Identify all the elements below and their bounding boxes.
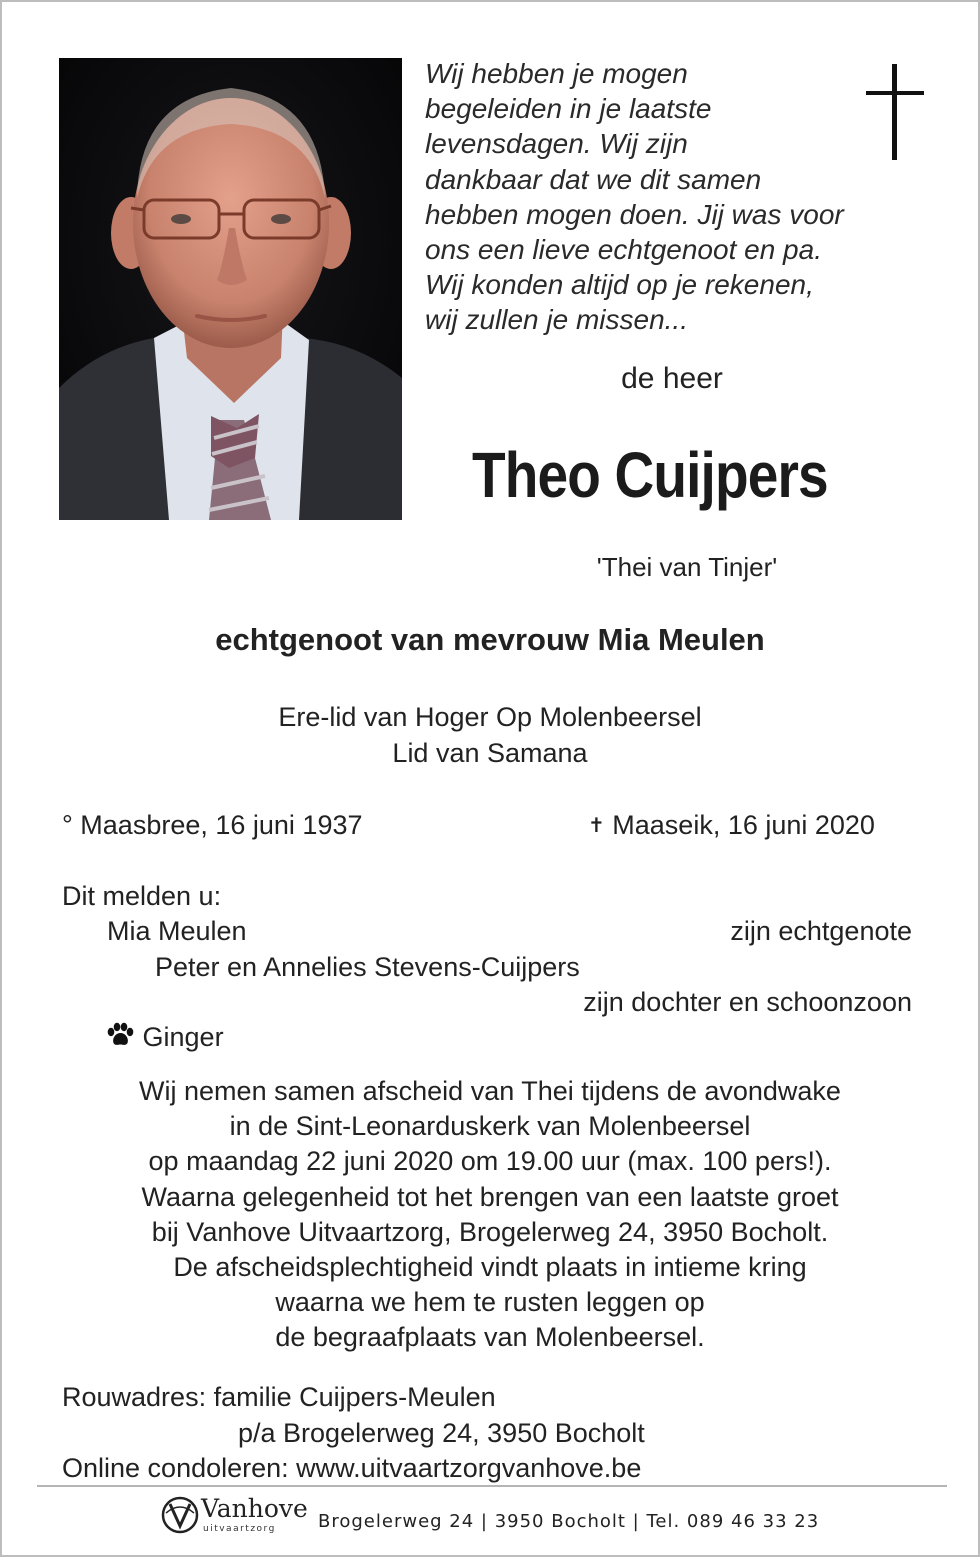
mourning-address-line2: p/a Brogelerweg 24, 3950 Bocholt [238, 1418, 645, 1448]
small-cross-icon: ✝ [588, 813, 605, 837]
portrait-illustration [59, 58, 402, 520]
poem-line: ons een lieve echtgenoot en pa. [425, 234, 822, 266]
poem-line: begeleiden in je laatste [425, 93, 712, 125]
family-intro: Dit melden u: [62, 881, 222, 911]
honorific: de heer [621, 362, 723, 395]
ceremony-line: op maandag 22 juni 2020 om 19.00 uur (max. 100 pers!). [148, 1146, 832, 1177]
family-pet [105, 1022, 224, 1053]
membership-line: Ere-lid van Hoger Op Molenbeersel [278, 702, 702, 732]
logo-subtitle: uitvaartzorg [203, 1524, 276, 1534]
logo-name: Vanhove [201, 1494, 308, 1523]
cross-icon [866, 64, 924, 160]
paw-icon [105, 1022, 135, 1048]
death-place-date: Maaseik, 16 juni 2020 [612, 810, 875, 840]
death-info [588, 810, 875, 841]
footer-contact-info: Brogelerweg 24 | 3950 Bocholt | Tel. 089 46 33 23 [318, 1511, 820, 1532]
ceremony-line: Waarna gelegenheid tot het brengen van een laatste groet [141, 1181, 839, 1212]
footer-divider [37, 1485, 947, 1487]
family-name-children: Peter en Annelies Stevens-Cuijpers [155, 952, 580, 982]
ceremony-line: bij Vanhove Uitvaartzorg, Brogelerweg 24, 3950 Bocholt. [151, 1216, 829, 1247]
ceremony-line: Wij nemen samen afscheid van Thei tijdens de avondwake [139, 1076, 841, 1106]
ceremony-line: in de Sint-Leonarduskerk van Molenbeersel [229, 1111, 751, 1142]
intro-poem [425, 56, 905, 338]
birth-info: ° Maasbree, 16 juni 1937 [62, 810, 363, 840]
poem-line: wij zullen je missen... [425, 304, 688, 336]
family-role-children: zijn dochter en schoonzoon [583, 987, 912, 1017]
poem-line: dankbaar dat we dit samen [425, 163, 762, 195]
ceremony-line: De afscheidsplechtigheid vindt plaats in intieme kring [173, 1252, 807, 1283]
nickname: 'Thei van Tinjer' [596, 552, 778, 582]
poem-line: levensdagen. Wij zijn [425, 128, 688, 160]
membership-line: Lid van Samana [392, 738, 588, 768]
online-condolence: Online condoleren: www.uitvaartzorgvanhove.be [62, 1453, 642, 1483]
family-role-spouse: zijn echtgenote [730, 916, 912, 946]
pet-name: Ginger [142, 1022, 224, 1052]
portrait-photo [59, 58, 402, 520]
ceremony-line: waarna we hem te rusten leggen op [275, 1287, 705, 1318]
family-name-spouse: Mia Meulen [107, 916, 247, 946]
ceremony-text [2, 1074, 978, 1356]
ceremony-line: de begraafplaats van Molenbeersel. [275, 1322, 705, 1353]
mourning-address: Rouwadres: familie Cuijpers-Meulen [62, 1382, 496, 1412]
vanhove-logo-icon [160, 1495, 200, 1535]
poem-line: hebben mogen doen. Jij was voor [425, 198, 844, 230]
poem-line: Wij hebben je mogen [425, 58, 688, 89]
poem-line: Wij konden altijd op je rekenen, [425, 269, 814, 301]
deceased-name: Theo Cuijpers [472, 439, 828, 511]
spouse-line: echtgenoot van mevrouw Mia Meulen [215, 622, 765, 657]
